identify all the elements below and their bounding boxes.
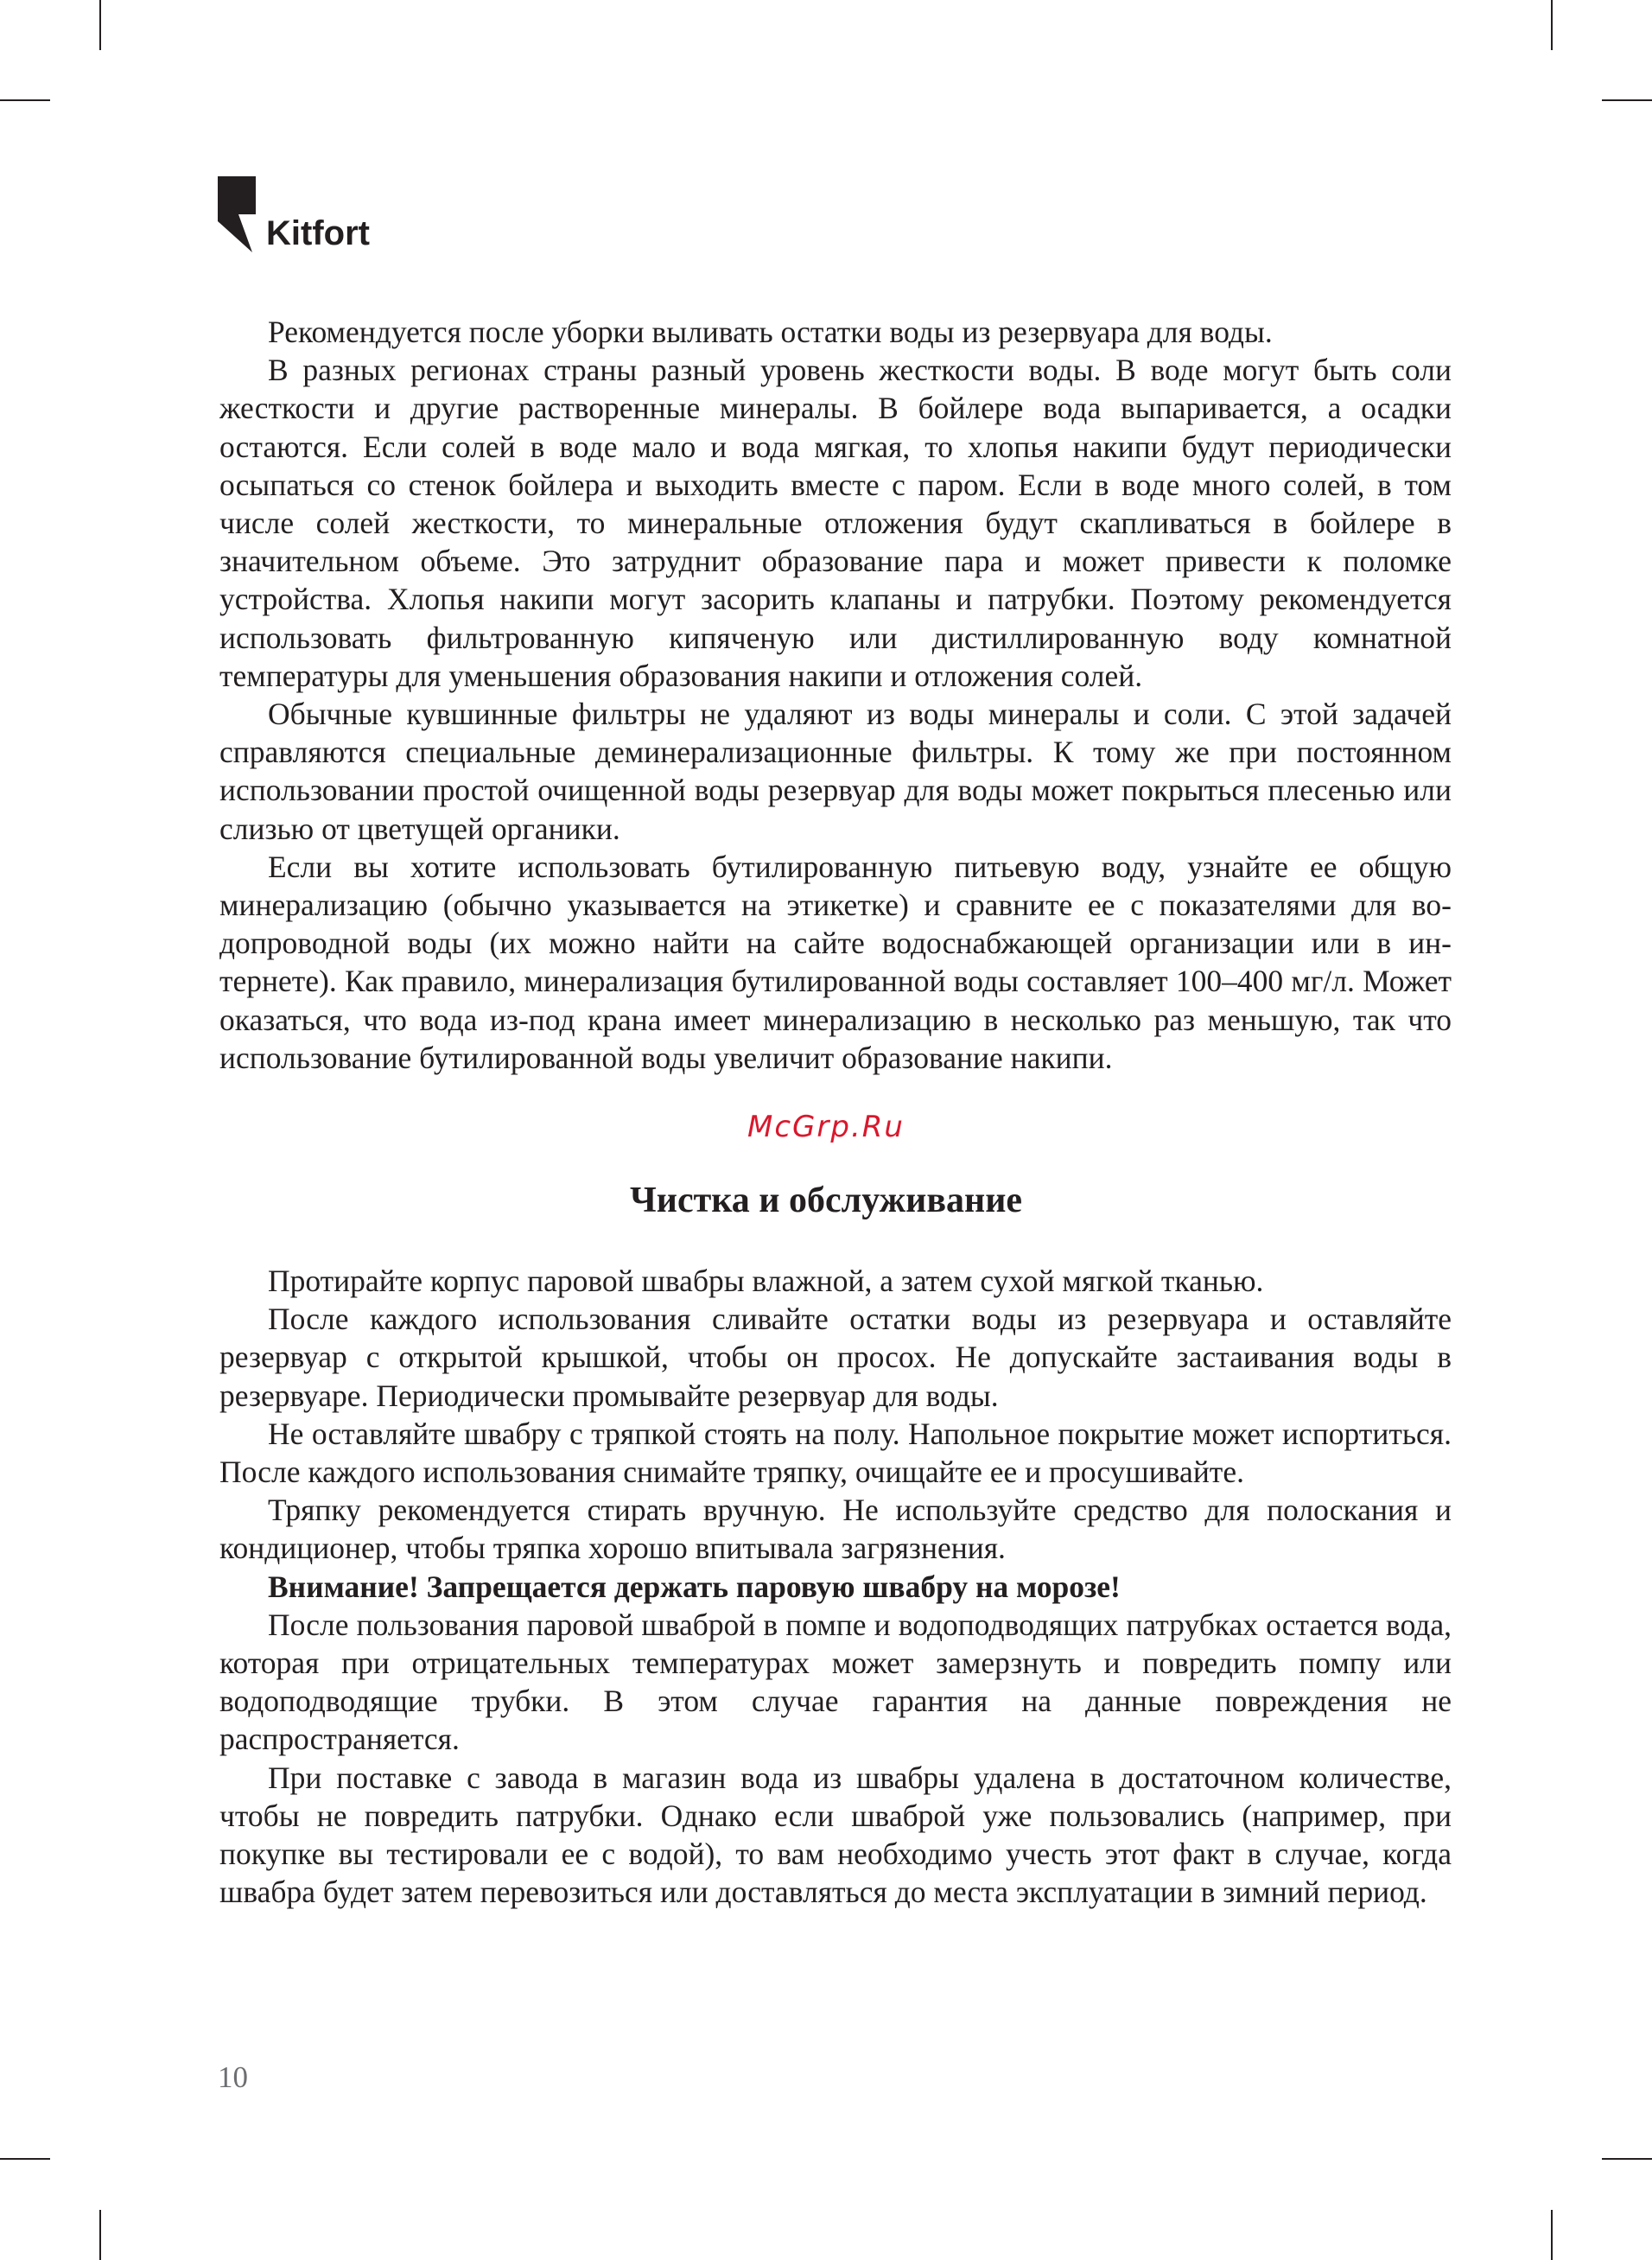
cleaning-section — [219, 1262, 1452, 1911]
crop-mark — [99, 2210, 101, 2260]
crop-mark — [1602, 99, 1652, 101]
brand-logo — [218, 176, 391, 256]
crop-mark — [99, 0, 101, 50]
crop-mark — [1551, 2210, 1553, 2260]
paragraph: Не оставляйте швабру с тряпкой стоять на полу. Напольное покрытие может испортиться. После каждого использования снимайте тряпку, очищайте ее и просушивайте. — [219, 1416, 1452, 1490]
page-number: 10 — [218, 2060, 248, 2094]
crop-mark — [1602, 2158, 1652, 2160]
paragraph: Обычные кувшинные фильтры не удаляют из воды минералы и соли. С этой задачей справляются специальные деминерализационные фильтры. К тому же при постоянном использовании простой очищенной воды резервуар для воды может покрыться плесенью или слизью от цветущей органики. — [219, 697, 1452, 846]
paragraph: После каждого использования сливайте остатки воды из резервуара и оставляйте резервуар с открытой крышкой, чтобы он просох. Не допускайте застаивания воды в резервуаре. Периодически промывайте резервуар для воды. — [219, 1302, 1452, 1413]
paragraph: Протирайте корпус паровой швабры влажной, а затем сухой мягкой тканью. — [268, 1264, 1264, 1298]
crop-mark — [1551, 0, 1553, 50]
paragraph: Рекомендуется после уборки выливать остатки воды из резервуара для воды. — [268, 315, 1273, 349]
warning-paragraph: Внимание! Запрещается держать паровую швабру на морозе! — [268, 1569, 1121, 1604]
paragraph: В разных регионах страны разный уровень жесткости воды. В воде могут быть соли жесткости и другие растворенные минералы. В бойлере вода выпаривается, а осадки остаются. Если солей в воде мало и вода мягкая, то хлопья накипи будут периодически осыпаться со стенок бойлера и выходить вместе с паром. Если в воде много солей, в том числе солей жесткости, то минеральные отложения будут скапливаться в бойлере в значительном объеме. Это затруднит образование пара и может привести к поломке устройства. Хлопья накипи могут засорить клапаны и патрубки. Поэтому рекомендуется использовать фильтрованную кипяченую или дистиллированную воду комнатной температуры для уменьшения образования накипи и отложения солей. — [219, 353, 1452, 693]
paragraph: После пользования паровой шваброй в помпе и водоподводящих патрубках остается вода, которая при отрицательных температурах может замерзнуть и повредить помпу или водоподводящие трубки. В этом случае гарантия на данные повреждения не распространяется. — [219, 1607, 1452, 1757]
paragraph: При поставке с завода в магазин вода из швабры удалена в достаточном количестве, чтобы не повредить патрубки. Однако если шваброй уже пользовались (например, при покупке вы тестировали ее с водой), то вам необходимо учесть этот факт в случае, когда швабра будет затем перевозиться или доставляться до места эксплуатации в зимний период. — [219, 1760, 1452, 1910]
crop-mark — [0, 99, 50, 101]
paragraph: Тряпку рекомендуется стирать вручную. Не используйте средство для полоскания и кондиционер, чтобы тряпка хорошо впитывала загрязнения. — [219, 1493, 1452, 1566]
paragraph: Если вы хотите использовать бутилированную питьевую воду, узнайте ее общую минерализацию (обычно указывается на этикетке) и сравните ее с показателями для водопроводной воды (их можно найти на сайте водоснабжающей организации или в интернете). Как правило, минерализация бутилированной воды составляет 100–400 мг/л. Может оказаться, что вода из-под крана имеет минерализацию в несколько раз меньшую, так что использование бутилированной воды увеличит образование накипи. — [219, 849, 1452, 1075]
crop-mark — [0, 2158, 50, 2160]
section-title: Чистка и обслуживание — [629, 1181, 1023, 1220]
logo-text: Kitfort — [266, 214, 370, 252]
watermark-link[interactable]: McGrp.Ru — [747, 1110, 905, 1144]
intro-section — [219, 313, 1452, 1077]
